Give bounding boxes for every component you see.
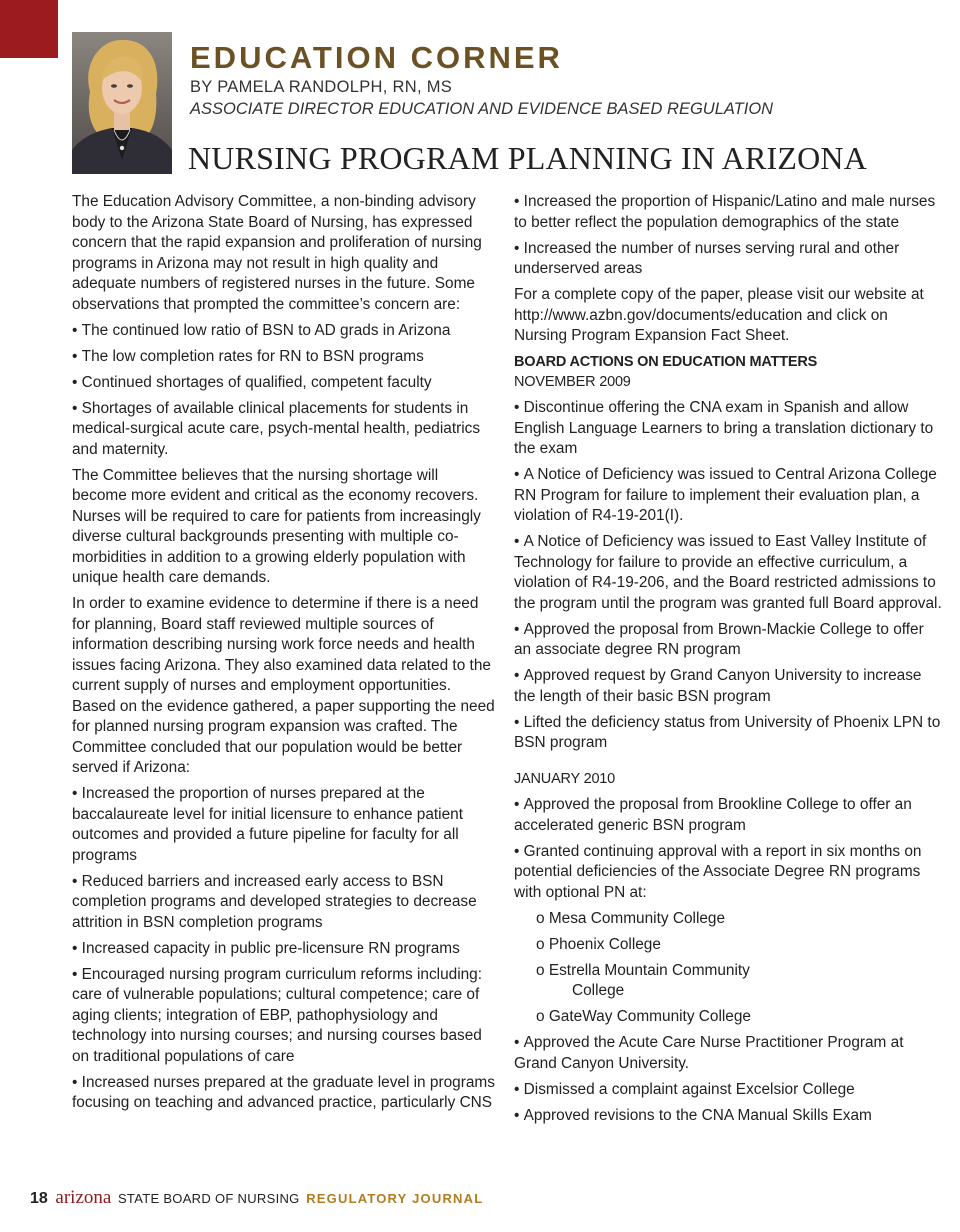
college-item [514, 961, 942, 1002]
action-item: • Approved the proposal from Brown-Mackie College to offer an associate degree RN program [514, 620, 942, 661]
recommendation-item: • Increased the proportion of nurses prepared at the baccalaureate level for initial licensure to enhance patient outcomes and provided a future pipeline for faculty for all programs [72, 784, 496, 866]
college-item: o Mesa Community College [536, 909, 726, 927]
action-item: • Lifted the deficiency status from University of Phoenix LPN to BSN program [514, 713, 942, 754]
page-footer [30, 1187, 483, 1209]
recommendation-item: • Increased the proportion of Hispanic/Latino and male nurses to better reflect the population demographics of the state [514, 192, 942, 233]
author-role: ASSOCIATE DIRECTOR EDUCATION AND EVIDENCE BASED REGULATION [190, 100, 774, 118]
evidence-paragraph: In order to examine evidence to determine if there is a need for planning, Board staff reviewed multiple sources of information describing nursing work force needs and health issues facing Arizona. They also examined data related to the current supply of nurses and employment opportunities. Based on the evidence gathered, a paper supporting the need for planned nursing program expansion was crafted. The Committee concluded that our population would be better served if Arizona: [72, 595, 495, 776]
observation-item: • Continued shortages of qualified, competent faculty [72, 373, 496, 394]
brand-wordmark: arizona [55, 1187, 112, 1208]
observation-item: • The low completion rates for RN to BSN programs [72, 347, 496, 368]
action-item: • Approved revisions to the CNA Manual Skills Exam [514, 1106, 942, 1127]
journal-name: REGULATORY JOURNAL [306, 1191, 484, 1206]
action-item: • Discontinue offering the CNA exam in Spanish and allow English Language Learners to bring a translation dictionary to the exam [514, 398, 942, 460]
page-number: 18 [30, 1190, 48, 1207]
observation-item: • The continued low ratio of BSN to AD grads in Arizona [72, 321, 496, 342]
action-item: • Approved the proposal from Brookline College to offer an accelerated generic BSN program [514, 795, 942, 836]
recommendation-item: • Increased nurses prepared at the graduate level in programs focusing on teaching and advanced practice, particularly CNS [72, 1073, 496, 1114]
observation-item: • Shortages of available clinical placements for students in medical-surgical acute care, psych-mental health, pediatrics and maternity. [72, 399, 496, 461]
college-name-continued: College [572, 982, 625, 999]
corner-accent-block [0, 0, 58, 58]
section-title: EDUCATION CORNER [190, 40, 563, 75]
author-photo [72, 32, 172, 174]
website-note: For a complete copy of the paper, please visit our website at http://www.azbn.gov/documents/education and click on Nursing Program Expansion Fact Sheet. [514, 286, 924, 344]
author-byline: BY PAMELA RANDOLPH, RN, MS [190, 78, 453, 96]
action-item: • Approved request by Grand Canyon University to increase the length of their basic BSN program [514, 666, 942, 707]
right-column [514, 192, 942, 1132]
recommendation-item: • Increased the number of nurses serving rural and other underserved areas [514, 239, 942, 280]
action-item: • Dismissed a complaint against Excelsior College [514, 1080, 942, 1101]
recommendation-item: • Encouraged nursing program curriculum reforms including: care of vulnerable populations; cultural competence; care of aging clients; integration of EBP, pathophysiology and technology into nursing courses; and nursing courses based on traditional populations of care [72, 965, 496, 1068]
left-column [72, 192, 496, 1119]
recommendation-item: • Increased capacity in public pre-licensure RN programs [72, 939, 496, 960]
committee-belief-paragraph: The Committee believes that the nursing shortage will become more evident and critical as the economy recovers. Nurses will be required to care for patients from increasingly diverse cultural backgrounds presenting with multiple co-morbidities in addition to a growing elderly population with unique health care demands. [72, 466, 481, 586]
college-item: o GateWay Community College [536, 1008, 751, 1025]
action-item: • A Notice of Deficiency was issued to East Valley Institute of Technology for failure to provide an effective curriculum, a violation of R4-19-206, and the Board restricted admissions to the program until the program was granted full Board approval. [514, 532, 942, 614]
intro-paragraph: The Education Advisory Committee, a non-binding advisory body to the Arizona State Board of Nursing, has expressed concern that the rapid expansion and proliferation of nursing programs in Arizona may not result in high quality and adequate numbers of registered nurses in the future. Some observations that prompted the committee’s concern are: [72, 193, 482, 313]
college-name: o Estrella Mountain Community [536, 961, 750, 979]
board-name: STATE BOARD OF NURSING [117, 1191, 300, 1206]
college-item: o Phoenix College [536, 935, 661, 953]
january-2010-label: JANUARY 2010 [514, 771, 616, 787]
november-2009-label: NOVEMBER 2009 [514, 374, 631, 390]
action-item: • Approved the Acute Care Nurse Practitioner Program at Grand Canyon University. [514, 1033, 942, 1074]
article-title: NURSING PROGRAM PLANNING IN ARIZONA [188, 140, 868, 176]
action-item: • A Notice of Deficiency was issued to Central Arizona College RN Program for failure to implement their evaluation plan, a violation of R4-19-201(I). [514, 465, 942, 527]
action-item: • Granted continuing approval with a report in six months on potential deficiencies of the Associate Degree RN programs with optional PN at: [514, 842, 942, 904]
recommendation-item: • Reduced barriers and increased early access to BSN completion programs and developed strategies to decrease attrition in BSN completion programs [72, 872, 496, 934]
board-actions-heading: BOARD ACTIONS ON EDUCATION MATTERS [514, 354, 818, 370]
